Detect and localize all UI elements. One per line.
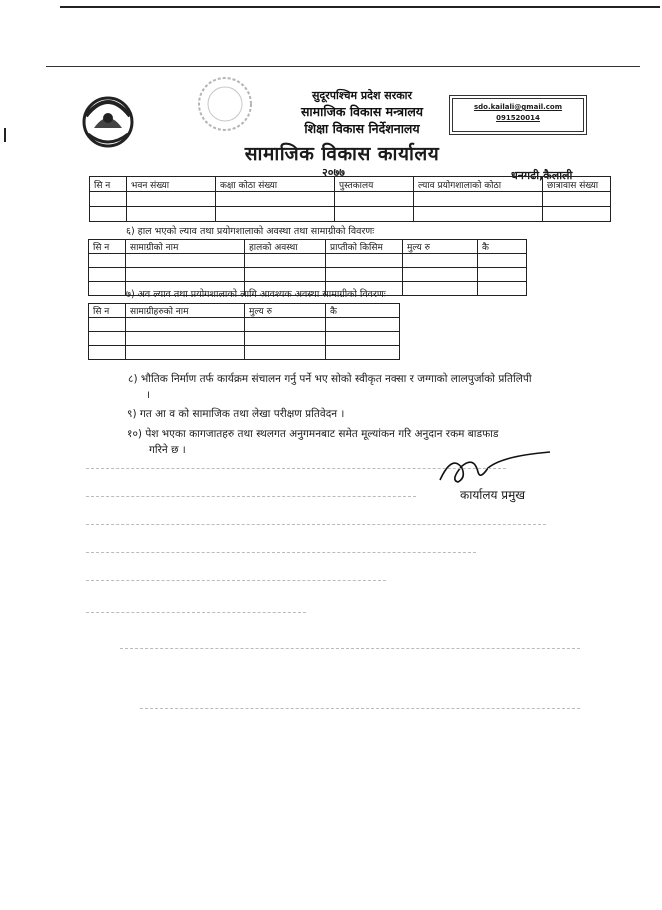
col-hostel: छात्रावास संख्या (543, 177, 611, 192)
col-library: पुस्तकालय (335, 177, 414, 192)
bleed-through-line (86, 552, 476, 553)
bleed-through-line (86, 468, 506, 469)
header-ministry: सामाजिक विकास मन्त्रालय (300, 104, 424, 119)
contact-box (452, 98, 584, 132)
col-price: मुल्य रु (245, 304, 326, 318)
table-header-row (89, 304, 400, 318)
col-items-name: सामाग्रीहरुको नाम (126, 304, 245, 318)
col-lab-room: ल्याव प्रयोगशालाको कोठा (414, 177, 543, 192)
scan-edge-left (4, 128, 6, 142)
item-8-text: ८) भौतिक निर्माण तर्फ कार्यक्रम संचालन गर्नु पर्ने भए सोको स्वीकृत नक्सा र जग्गाको लालपुर्जाको प्रतिलिपी (128, 373, 532, 385)
item-10-text: १०) पेश भएका कागजातहरु तथा स्थलगत अनुगमनबाट समेत मूल्यांकन गरि अनुदान रकम बाडफाड (127, 428, 499, 440)
col-current-status: हालको अवस्था (245, 240, 326, 254)
table-row (89, 318, 400, 332)
col-sn: सि न (90, 177, 127, 192)
table-row (89, 268, 527, 282)
table-row (90, 192, 611, 207)
table-row (89, 346, 400, 360)
header-province: सुदूरपश्चिम प्रदेश सरकार (311, 89, 413, 102)
col-sn: सि न (89, 240, 126, 254)
signature-title: कार्यालय प्रमुख (460, 488, 526, 502)
item-9: ९) गत आ व को सामाजिक तथा लेखा परीक्षण प्रतिवेदन । (127, 408, 345, 420)
office-location: धनगढी,कैलाली (511, 169, 573, 182)
col-sn: सि न (89, 304, 126, 318)
handwritten-signature-icon (432, 450, 552, 490)
bleed-through-line (86, 612, 306, 613)
item-8-continuation: । (146, 389, 150, 401)
item-10-continuation: गरिने छ । (149, 444, 186, 456)
table-row (90, 207, 611, 222)
col-remarks: कै (326, 304, 400, 318)
section-6-caption: ६) हाल भएको ल्याव तथा प्रयोगशालाको अवस्था तथा सामाग्रीको विवरणः (126, 226, 375, 237)
col-acquisition-type: प्राप्तीको किसिम (326, 240, 403, 254)
header-directorate: शिक्षा विकास निर्देशनालय (304, 121, 420, 136)
bleed-through-line (120, 648, 580, 649)
item-8 (128, 371, 598, 403)
table-row (89, 332, 400, 346)
col-item-name: सामाग्रीको नाम (126, 240, 245, 254)
section-7-caption: ७) अव ल्याव तथा प्रयोगशालाको लागि आवश्यक अवस्था सामाग्रीको विवरणः (126, 289, 386, 300)
table-header-row (89, 240, 527, 254)
col-price: मुल्य रु (403, 240, 478, 254)
contact-phone: 091520014 (496, 114, 540, 122)
contact-email: sdo.kailali@gmail.com (473, 103, 563, 111)
col-remarks: कै (478, 240, 527, 254)
bleed-through-line (86, 496, 416, 497)
building-table (89, 176, 611, 222)
bleed-through-line (86, 524, 546, 525)
nepal-emblem-icon (76, 88, 140, 152)
table-header-row (90, 177, 611, 192)
office-title: सामाजिक विकास कार्यालय (244, 143, 440, 165)
bleed-through-line (86, 580, 386, 581)
col-buildings: भवन संख्या (127, 177, 216, 192)
office-stamp-icon (193, 72, 257, 136)
table-row (89, 254, 527, 268)
fiscal-year: २०७७ (322, 166, 345, 179)
bleed-through-line (140, 708, 580, 709)
scan-edge-top (60, 6, 660, 8)
col-classrooms: कक्षा कोठा संख्या (216, 177, 335, 192)
lab-needs-table (88, 303, 400, 360)
